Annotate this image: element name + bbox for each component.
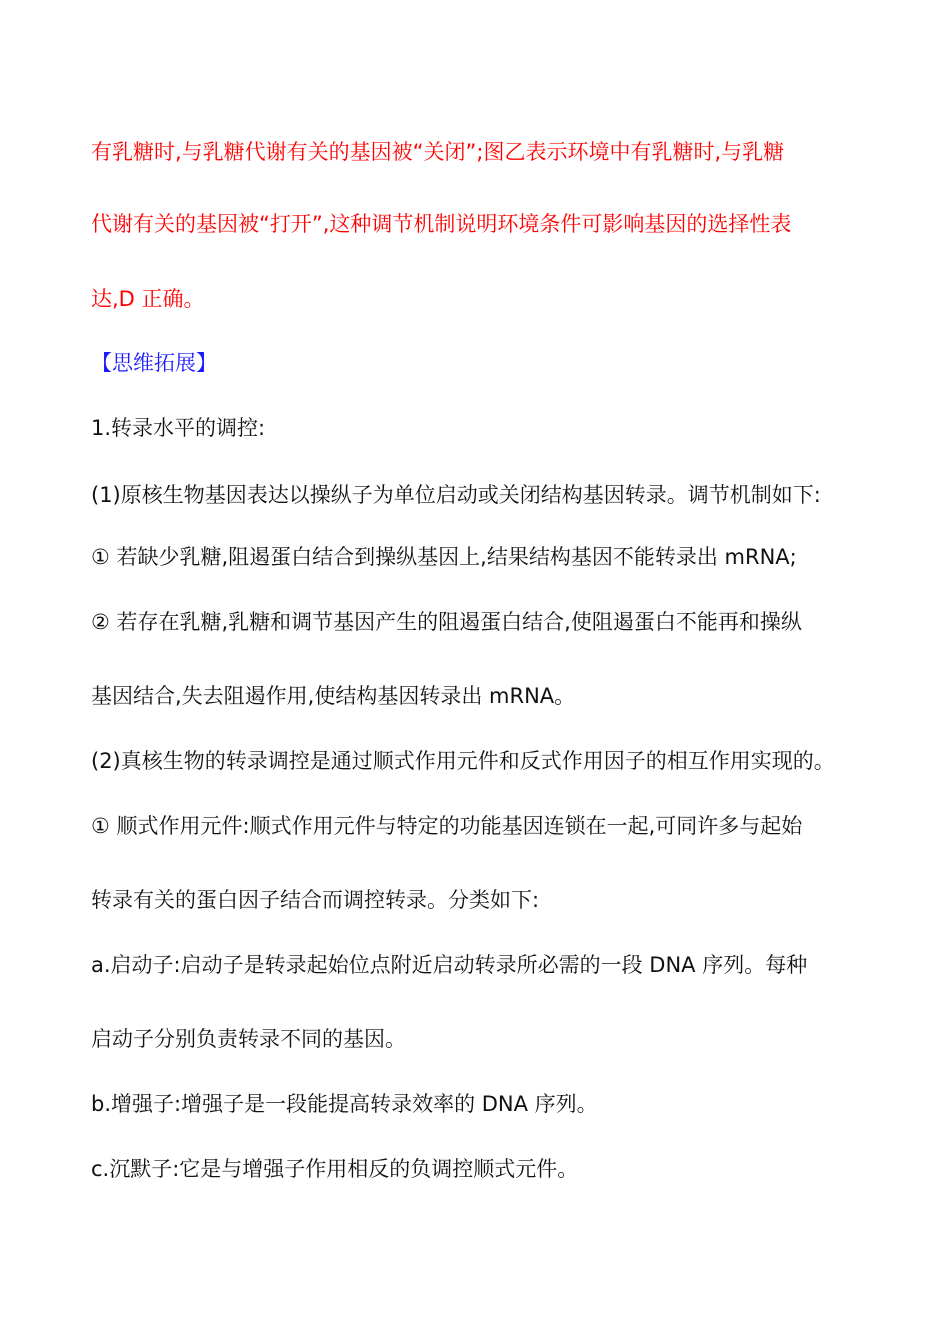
paragraph-line-10: 启动子分别负责转录不同的基因。 xyxy=(91,1027,406,1051)
paragraph-line-1: 1.转录水平的调控: xyxy=(91,416,266,440)
answer-explanation-line-1: 有乳糖时,与乳糖代谢有关的基因被“关闭”;图乙表示环境中有乳糖时,与乳糖 xyxy=(91,140,785,164)
paragraph-line-3: ① 若缺少乳糖,阻遏蛋白结合到操纵基因上,结果结构基因不能转录出 mRNA; xyxy=(91,545,797,569)
section-heading: 【思维拓展】 xyxy=(91,351,217,375)
answer-explanation-line-3: 达,D 正确。 xyxy=(91,287,205,311)
paragraph-line-5: 基因结合,失去阻遏作用,使结构基因转录出 mRNA。 xyxy=(91,684,576,708)
paragraph-line-12: c.沉默子:它是与增强子作用相反的负调控顺式元件。 xyxy=(91,1157,579,1181)
paragraph-line-6: (2)真核生物的转录调控是通过顺式作用元件和反式作用因子的相互作用实现的。 xyxy=(91,749,835,773)
answer-explanation-line-2: 代谢有关的基因被“打开”,这种调节机制说明环境条件可影响基因的选择性表 xyxy=(91,212,792,236)
paragraph-line-9: a.启动子:启动子是转录起始位点附近启动转录所必需的一段 DNA 序列。每种 xyxy=(91,953,808,977)
paragraph-line-7: ① 顺式作用元件:顺式作用元件与特定的功能基因连锁在一起,可同许多与起始 xyxy=(91,814,803,838)
paragraph-line-8: 转录有关的蛋白因子结合而调控转录。分类如下: xyxy=(91,888,540,912)
paragraph-line-4: ② 若存在乳糖,乳糖和调节基因产生的阻遏蛋白结合,使阻遏蛋白不能再和操纵 xyxy=(91,610,802,634)
paragraph-line-2: (1)原核生物基因表达以操纵子为单位启动或关闭结构基因转录。调节机制如下: xyxy=(91,483,821,507)
paragraph-line-11: b.增强子:增强子是一段能提高转录效率的 DNA 序列。 xyxy=(91,1092,598,1116)
